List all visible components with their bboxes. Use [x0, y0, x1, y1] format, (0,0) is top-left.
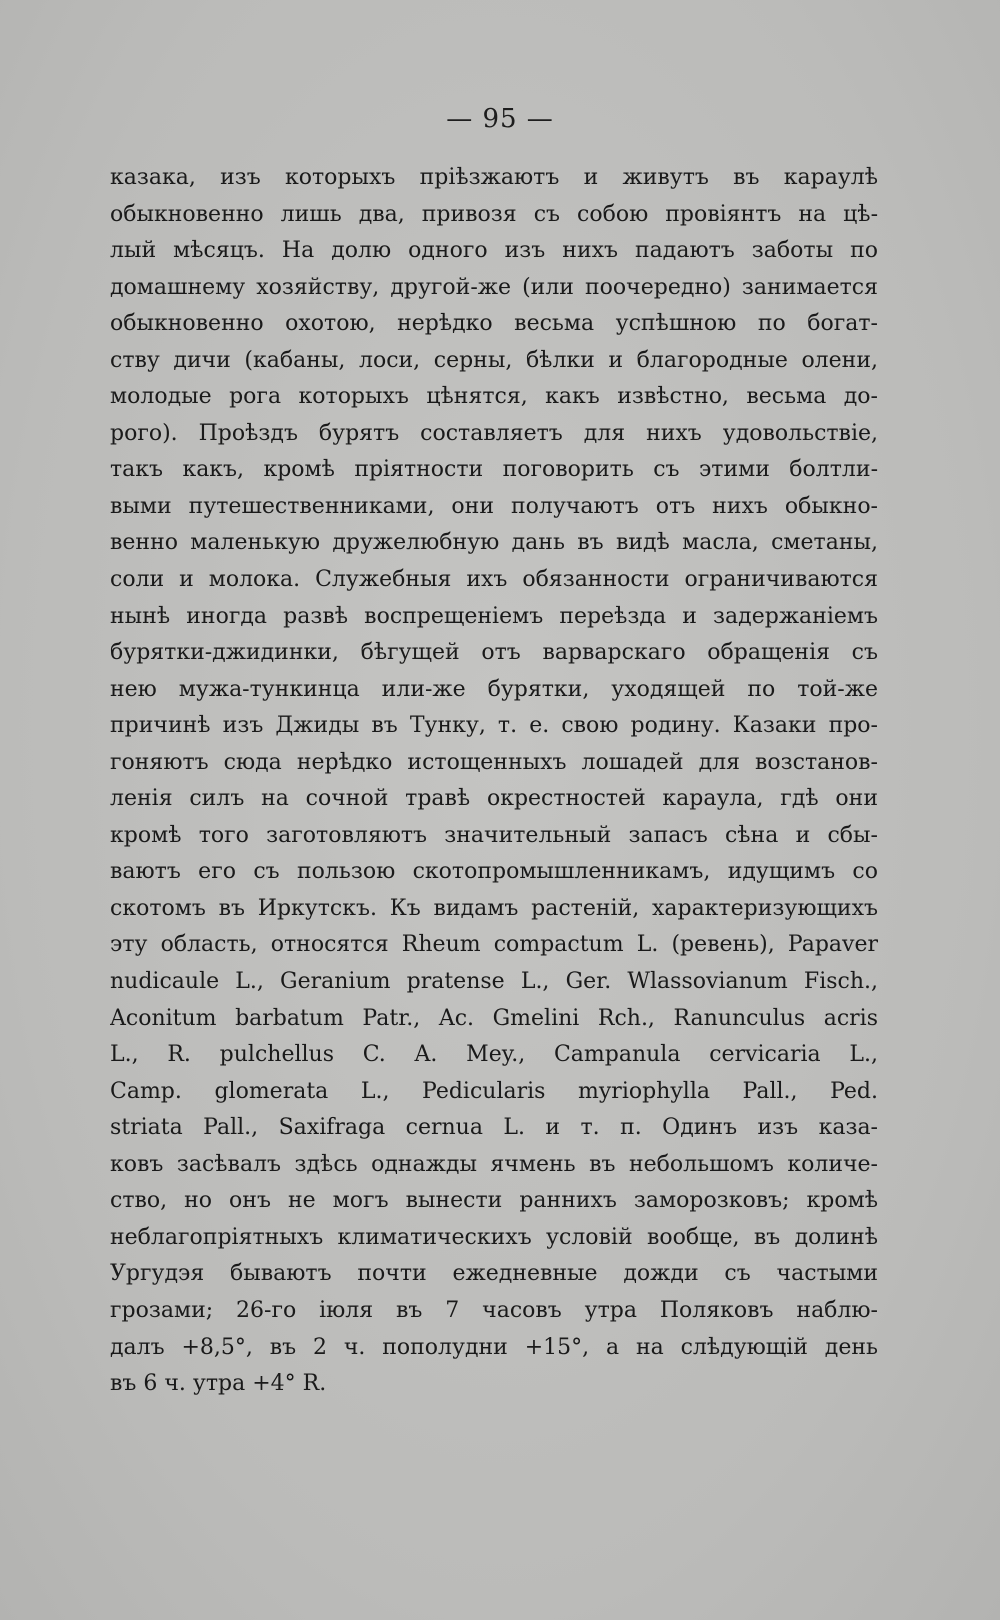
text-line: нынѣ иногда развѣ воспрещеніемъ переѣзда и задержаніемъ [110, 603, 878, 629]
text-line: бурятки-джидинки, бѣгущей отъ варварскаго обращенія съ [110, 640, 878, 666]
text-line: такъ какъ, кромѣ пріятности поговорить съ этими болтли- [110, 457, 878, 483]
body-text [110, 160, 878, 1403]
text-line: выми путешественниками, они получаютъ отъ нихъ обыкно- [110, 493, 878, 519]
text-line: striata Pall., Saxifraga cernua L. и т. п. Одинъ изъ каза- [110, 1115, 878, 1141]
text-line: неблагопріятныхъ климатическихъ условій вообще, въ долинѣ [110, 1224, 878, 1250]
text-line: рого). Проѣздъ бурятъ составляетъ для нихъ удовольствіе, [110, 420, 878, 446]
text-line: ство, но онъ не могъ вынести раннихъ заморозковъ; кромѣ [110, 1188, 878, 1214]
text-line: кромѣ того заготовляютъ значительный запасъ сѣна и сбы- [110, 822, 878, 848]
text-line: далъ +8,5°, въ 2 ч. пополудни +15°, а на слѣдующій день [110, 1334, 878, 1360]
text-line: причинѣ изъ Джиды въ Тунку, т. е. свою родину. Казаки про- [110, 713, 878, 739]
text-line: венно маленькую дружелюбную дань въ видѣ масла, сметаны, [110, 530, 878, 556]
text-line: въ 6 ч. утра +4° R. [110, 1371, 327, 1397]
page-number: — 95 — [446, 104, 554, 134]
text-line: ству дичи (кабаны, лоси, серны, бѣлки и благородные олени, [110, 347, 878, 373]
text-line: эту область, относятся Rheum compactum L. (ревень), Papaver [110, 932, 878, 958]
text-line: нею мужа-тункинца или-же бурятки, уходящей по той-же [110, 676, 878, 702]
text-line: соли и молока. Служебныя ихъ обязанности ограничиваются [110, 567, 878, 593]
text-line: Aconitum barbatum Patr., Ac. Gmelini Rch., Ranunculus acris [110, 1005, 878, 1031]
text-line: nudicaule L., Geranium pratense L., Ger. Wlassovianum Fisch., [110, 969, 878, 995]
text-line: молодые рога которыхъ цѣнятся, какъ извѣстно, весьма до- [110, 384, 878, 410]
text-line: L., R. pulchellus C. A. Mey., Campanula cervicaria L., [110, 1042, 878, 1068]
text-line: гоняютъ сюда нерѣдко истощенныхъ лошадей для возстанов- [110, 749, 878, 775]
text-line: ленія силъ на сочной травѣ окрестностей караула, гдѣ они [110, 786, 878, 812]
text-line: Ургудэя бываютъ почти ежедневные дожди съ частыми [110, 1261, 878, 1287]
text-line: скотомъ въ Иркутскъ. Къ видамъ растеній, характеризующихъ [110, 895, 878, 921]
text-line: казака, изъ которыхъ пріѣзжаютъ и живутъ въ караулѣ [110, 165, 878, 190]
text-line: лый мѣсяцъ. На долю одного изъ нихъ падаютъ заботы по [110, 238, 878, 264]
text-line: домашнему хозяйству, другой-же (или поочередно) занимается [110, 274, 878, 300]
text-line: Camp. glomerata L., Pedicularis myriophylla Pall., Ped. [110, 1078, 878, 1104]
text-line: грозами; 26-го іюля въ 7 часовъ утра Поляковъ наблю- [110, 1297, 878, 1323]
text-line: обыкновенно охотою, нерѣдко весьма успѣшною по богат- [110, 311, 878, 337]
text-line: ковъ засѣвалъ здѣсь однажды ячмень въ небольшомъ количе- [110, 1151, 878, 1177]
text-line: ваютъ его съ пользою скотопромышленникамъ, идущимъ со [110, 859, 878, 885]
text-line: обыкновенно лишь два, привозя съ собою провіянтъ на цѣ- [110, 201, 878, 227]
